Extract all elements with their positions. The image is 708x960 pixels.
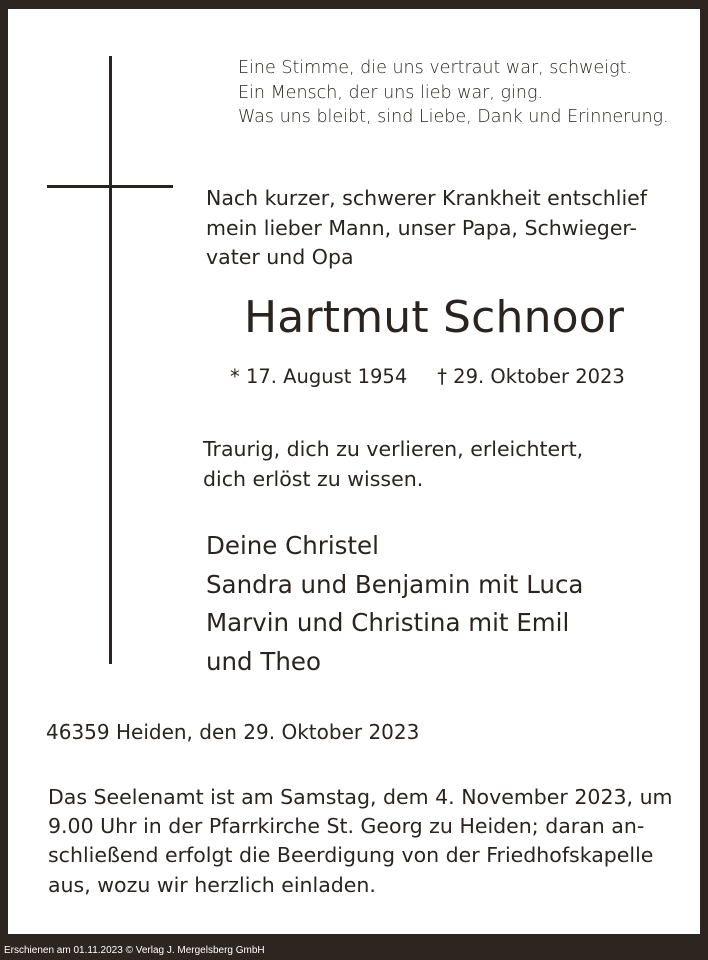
mourner-line: Marvin und Christina mit Emil (206, 608, 570, 637)
intro-line: Nach kurzer, schwerer Krankheit entschlief (206, 186, 647, 210)
relief-line: dich erlöst zu wissen. (203, 466, 424, 491)
relief-line: Traurig, dich zu verlieren, erleichtert, (203, 437, 584, 461)
mourner-line: Sandra und Benjamin mit Luca (206, 569, 584, 599)
service-line: aus, wozu wir herzlich einladen. (48, 872, 376, 897)
cross-vertical-bar (109, 56, 112, 664)
service-line: 9.00 Uhr in der Pfarrkirche St. Georg zu Heiden; daran an- (48, 814, 645, 839)
service-info (48, 783, 673, 900)
mourner-line: Deine Christel (206, 531, 379, 560)
publication-footer: Erschienen am 01.11.2023 © Verlag J. Mergelsberg GmbH (4, 945, 265, 956)
motto (238, 56, 669, 130)
motto-line: Ein Mensch, der uns lieb war, ging. (238, 82, 544, 103)
birth-date: * 17. August 1954 (230, 365, 408, 388)
mourner-line: und Theo (206, 646, 321, 676)
intro-text (206, 184, 647, 273)
cross-horizontal-bar (47, 185, 173, 188)
mourners (206, 527, 583, 681)
intro-line: vater und Opa (206, 245, 354, 269)
deceased-name: Hartmut Schnoor (244, 292, 625, 343)
intro-line: mein lieber Mann, unser Papa, Schwieger- (206, 215, 637, 240)
service-line: schließend erfolgt die Beerdigung von der Friedhofskapelle (48, 843, 654, 868)
motto-line: Was uns bleibt, sind Liebe, Dank und Erinnerung. (238, 107, 669, 127)
service-line: Das Seelenamt ist am Samstag, dem 4. November 2023, um (48, 785, 673, 809)
death-date: † 29. Oktober 2023 (437, 365, 625, 388)
place-and-date: 46359 Heiden, den 29. Oktober 2023 (46, 720, 420, 744)
motto-line: Eine Stimme, die uns vertraut war, schweigt. (238, 58, 632, 78)
relief-text (203, 435, 583, 494)
obituary-card (8, 9, 700, 934)
life-dates (230, 363, 625, 391)
